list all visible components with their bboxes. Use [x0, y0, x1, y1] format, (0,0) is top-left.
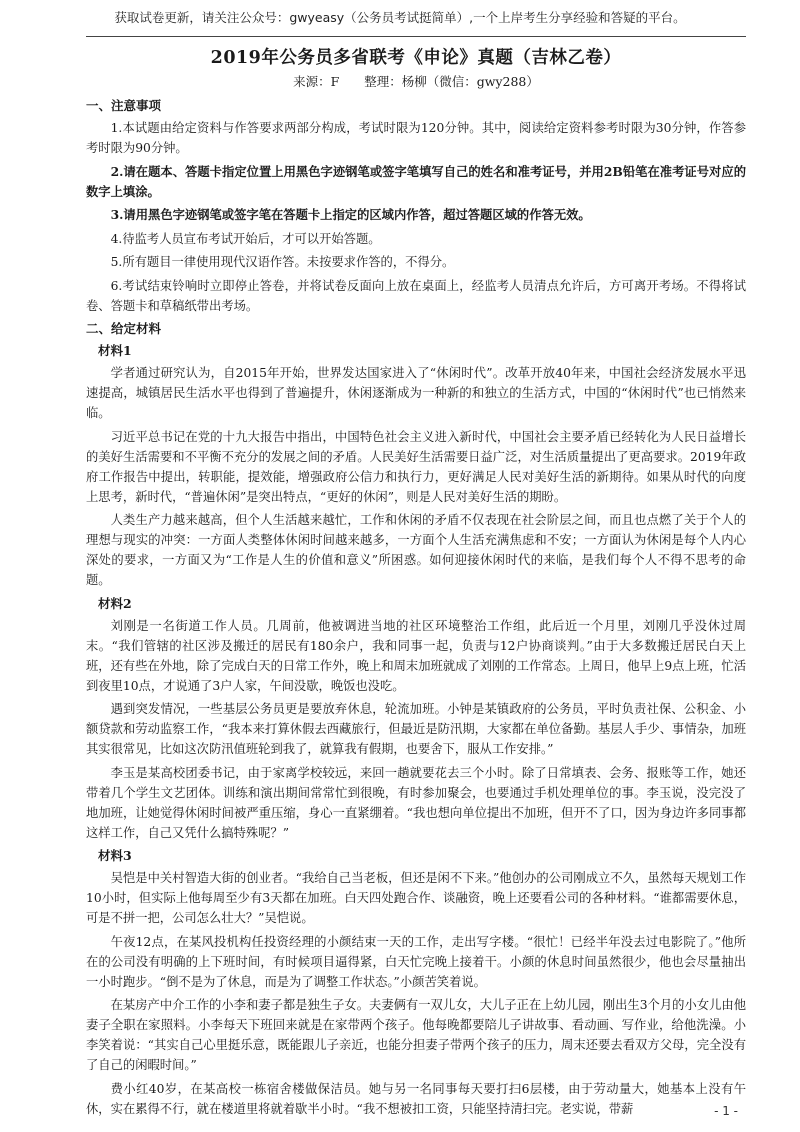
material-2-paragraph-3: 李玉是某高校团委书记，由于家离学校较远，来回一趟就要花去三个小时。除了日常填表、会务、报账等工作，她还带着几个学生文艺团体。训练和演出期间常常忙到很晚，有时参加聚会，也要通过手机处理单位的事。李玉说，没完没了地加班，让她觉得休闲时间被严重压缩，身心一直紧绷着。“我也想向单位提出不加班，但开不了口，因为身边许多同事都这样工作，自己又凭什么搞特殊呢？”: [86, 765, 746, 840]
material-3-paragraph-3: 在某房产中介工作的小李和妻子都是独生子女。夫妻俩有一双儿女，大儿子正在上幼儿园，刚出生3个月的小女儿由他妻子全职在家照料。小李每天下班回来就是在家带两个孩子。他每晚都要陪儿子讲故事、看动画、写作业，给他洗澡。小李笑着说：“其实自己心里挺乐意，既能跟儿子亲近，也能分担妻子带两个孩子的压力，周末还要去看双方父母，完全没有了自己的闲暇时间。”: [86, 998, 746, 1072]
section-heading-notes: 一、注意事项: [86, 98, 162, 113]
material-1-paragraph-3: 人类生产力越来越高，但个人生活越来越忙，工作和休闲的矛盾不仅表现在社会阶层之间，而且也点燃了关于个人的理想与现实的冲突：一方面人类整体休闲时间越来越多，一方面个人生活充满焦虑和不安；一方面认为休闲是每个人内心深处的要求，一方面又为“工作是人生的价值和意义”所困惑。如何迎接休闲时代的来临，是我们每个人不得不思考的命题。: [86, 513, 746, 587]
note-item-5: 5.所有题目一律使用现代汉语作答。未按要求作答的，不得分。: [110, 255, 455, 269]
document-title: 2019年公务员多省联考《申论》真题（吉林乙卷）: [210, 48, 622, 68]
document-content: [86, 44, 746, 1122]
page-number: - 1 -: [714, 1104, 738, 1118]
material-3-heading: 材料3: [98, 848, 132, 863]
section-heading-materials: 二、给定材料: [86, 321, 162, 336]
top-banner: 获取试卷更新，请关注公众号：gwyeasy（公务员考试挺简单）,一个上岸考生分享经验和答疑的平台。: [114, 10, 686, 25]
material-1-heading: 材料1: [98, 343, 132, 358]
material-2-heading: 材料2: [98, 595, 132, 611]
material-3-paragraph-1: 吴恺是中关村智造大街的创业者。“我给自己当老板，但还是闲不下来。”他创办的公司刚成立不久，虽然每天规划工作10小时，但实际上他每周至少有3天都在加班。白天四处跑合作、谈融资，晚上还要看公司的各种材料。“谁都需要休息，可是不拼一把，公司怎么壮大？”吴恺说。: [86, 871, 746, 925]
material-1-paragraph-2: 习近平总书记在党的十九大报告中指出，中国特色社会主义进入新时代，中国社会主要矛盾已经转化为人民日益增长的美好生活需要和不平衡不充分的发展之间的矛盾。人民美好生活需要日益广泛，对生活质量提出了更高要求。2019年政府工作报告中提出，转职能，提效能，增强政府公信力和执行力，更好满足人民对美好生活的新期待。如果从时代的向度上思考，新时代，“普遍休闲”是突出特点，“更好的休闲”，则是人民对美好生活的期盼。: [86, 429, 746, 504]
note-item-3: 3.请用黑色字迹钢笔或签字笔在答题卡上指定的区域内作答，超过答题区域的作答无效。: [110, 207, 591, 222]
banner-divider: [86, 36, 746, 37]
material-2-paragraph-2: 遇到突发情况，一些基层公务员更是要放弃休息，轮流加班。小钟是某镇政府的公务员，平时负责社保、公积金、小额贷款和劳动监察工作，“我本来打算休假去西藏旅行，但最近是防汛期，大家都在单位备勤。基层人手少、事情杂，加班其实很常见，比如这次防汛值班轮到我了，就算我有假期，也要舍下，服从工作安排。”: [86, 702, 746, 756]
note-item-1: 1.本试题由给定资料与作答要求两部分构成，考试时限为120分钟。其中，阅读给定资料参考时限为30分钟，作答参考时限为90分钟。: [86, 121, 746, 155]
source-line: 来源：F 整理：杨柳（微信：gwy288）: [293, 74, 539, 89]
material-3-paragraph-2: 午夜12点，在某风投机构任投资经理的小颜结束一天的工作，走出写字楼。“很忙！已经半年没去过电影院了。”他所在的公司没有明确的上下班时间，有时候项目逼得紧，白天忙完晚上接着干。小颜的休息时间虽然很少，他也会尽量抽出一小时跑步。“倒不是为了休息，而是为了调整工作状态。”小颜苦笑着说。: [86, 934, 746, 989]
note-item-6: 6.考试结束铃响时立即停止答卷，并将试卷反面向上放在桌面上，经监考人员清点允许后，方可离开考场。不得将试卷、答题卡和草稿纸带出考场。: [86, 278, 746, 313]
material-3-paragraph-4: 费小红40岁，在某高校一栋宿舍楼做保洁员。她与另一名同事每天要打扫6层楼，由于劳动量大，她基本上没有午休，实在累得不行，就在楼道里将就着歇半小时。“我不想被扣工资，只能坚持清扫完。老实说，带薪: [86, 1081, 746, 1116]
note-item-4: 4.待监考人员宣布考试开始后，才可以开始答题。: [110, 231, 381, 246]
material-1-paragraph-1: 学者通过研究认为，自2015年开始，世界发达国家进入了“休闲时代”。改革开放40年来，中国社会经济发展水平迅速提高，城镇居民生活水平也得到了普遍提升，休闲逐渐成为一种新的和独立的生活方式，中国的“休闲时代”也已悄然来临。: [86, 366, 746, 420]
note-item-2: 2.请在题本、答题卡指定位置上用黑色字迹钢笔或签字笔填写自己的姓名和准考证号，并用2B铅笔在准考证号对应的数字上填涂。: [86, 163, 746, 199]
material-2-paragraph-1: 刘刚是一名街道工作人员。几周前，他被调进当地的社区环境整治工作组，此后近一个月里，刘刚几乎没休过周末。“我们管辖的社区涉及搬迁的居民有180余户，我和同事一起，负责与12户协商谈判。”由于大多数搬迁居民白天上班，还有些在外地，除了完成白天的日常工作外，晚上和周末加班就成了刘刚的工作常态。上周日，他早上9点上班，忙活到夜里10点，才说通了3户人家，午间没歇，晚饭也没吃。: [86, 618, 746, 693]
